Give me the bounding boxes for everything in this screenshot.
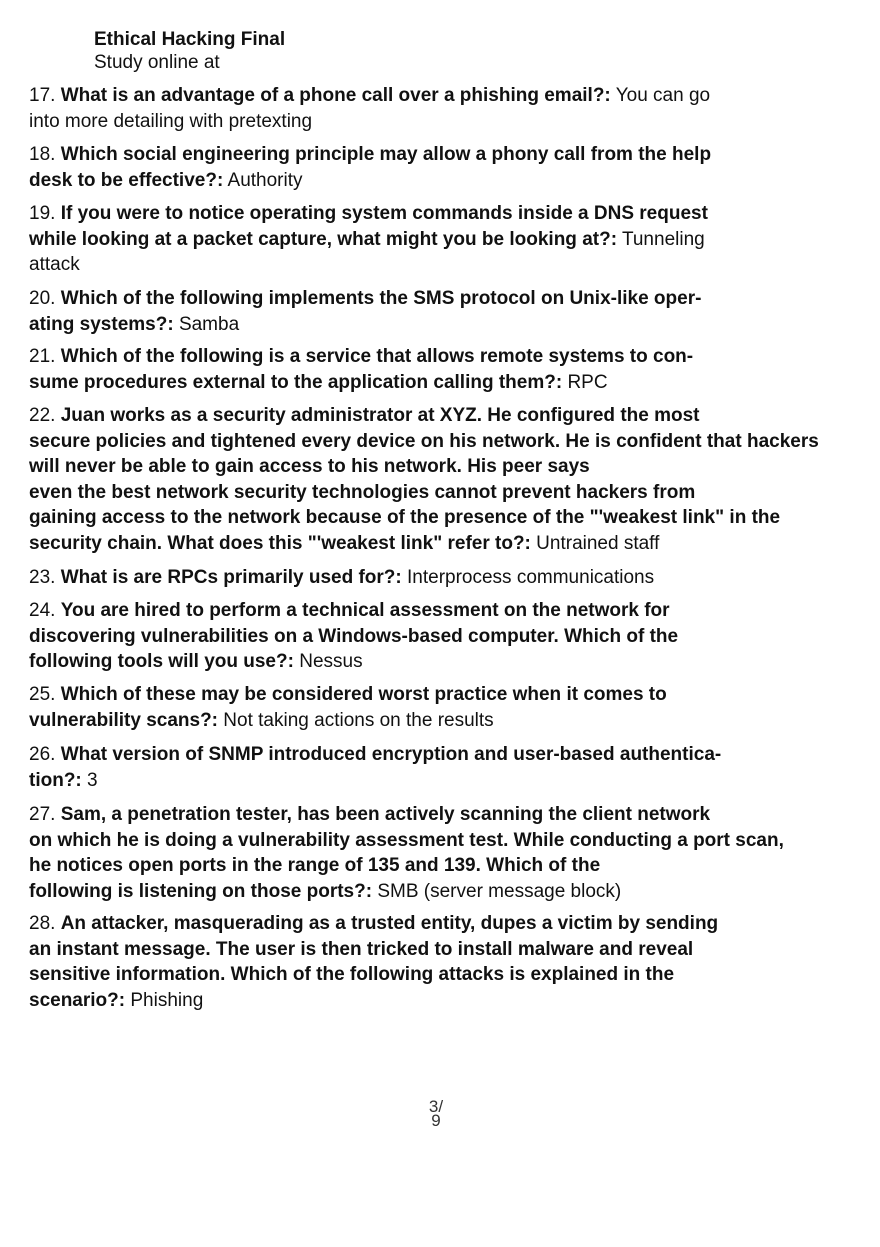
page-number-total: 9 — [431, 1111, 441, 1130]
question-line — [29, 403, 819, 429]
document-title: Ethical Hacking Final — [94, 29, 286, 50]
question-text: he notices open ports in the range of 135 and 139. Which of the — [29, 855, 601, 876]
question-number: 24. — [29, 600, 56, 621]
question-text: If you were to notice operating system commands inside a DNS request — [60, 203, 708, 224]
question-22 — [29, 403, 819, 556]
question-text: following tools will you use?: — [29, 651, 294, 672]
question-text: desk to be effective?: — [29, 169, 224, 191]
question-line — [29, 988, 718, 1014]
question-text: What is an advantage of a phone call over a phishing email?: — [60, 85, 611, 106]
answer-text: Phishing — [130, 989, 204, 1011]
answer-text: Authority — [227, 169, 303, 191]
question-text: Sam, a penetration tester, has been actively scanning the client network — [60, 804, 711, 825]
question-number: 25. — [29, 684, 56, 705]
question-line — [29, 344, 693, 370]
question-23 — [29, 565, 654, 591]
question-line — [29, 682, 667, 708]
question-line — [29, 109, 710, 135]
question-line — [29, 624, 678, 650]
question-text: following is listening on those ports?: — [29, 880, 373, 902]
question-26 — [29, 742, 721, 793]
question-19 — [29, 201, 708, 278]
question-line — [29, 201, 708, 227]
question-20 — [29, 286, 701, 337]
question-text: vulnerability scans?: — [29, 709, 219, 731]
question-line — [29, 565, 654, 591]
answer-text: Tunneling — [621, 228, 705, 250]
question-number: 20. — [29, 288, 56, 309]
question-line — [29, 828, 784, 854]
question-text: scenario?: — [29, 989, 126, 1011]
answer-text: into more detailing with pretexting — [29, 110, 313, 132]
question-21 — [29, 344, 693, 395]
question-line — [29, 531, 819, 557]
question-line — [29, 598, 678, 624]
question-line — [29, 879, 784, 905]
question-text: Which of these may be considered worst practice when it comes to — [60, 684, 667, 705]
question-text: while looking at a packet capture, what might you be looking at?: — [29, 228, 618, 250]
question-number: 19. — [29, 203, 56, 224]
question-line — [29, 83, 710, 109]
question-text: secure policies and tightened every device on his network. He is confident that hackers — [29, 430, 819, 452]
question-text: sume procedures external to the application calling them?: — [29, 371, 563, 393]
question-line — [29, 312, 701, 338]
question-25 — [29, 682, 667, 733]
question-line — [29, 937, 718, 963]
question-text: discovering vulnerabilities on a Windows-based computer. Which of the — [29, 625, 679, 647]
question-line — [29, 649, 678, 675]
question-line — [29, 227, 708, 253]
question-text: Which of the following implements the SMS protocol on Unix-like oper- — [60, 288, 702, 309]
question-24 — [29, 598, 678, 675]
answer-text: SMB (server message block) — [377, 880, 622, 902]
question-line — [29, 768, 721, 794]
question-text: Which social engineering principle may allow a phony call from the help — [60, 144, 712, 165]
answer-text: You can go — [615, 85, 711, 106]
question-number: 26. — [29, 744, 56, 765]
answer-text: RPC — [567, 371, 608, 393]
question-17 — [29, 83, 710, 134]
question-line — [29, 142, 711, 168]
question-text: an instant message. The user is then tricked to install malware and reveal — [29, 938, 694, 960]
question-line — [29, 802, 784, 828]
page-number-current: 3/ — [428, 1097, 444, 1116]
question-text: sensitive information. Which of the following attacks is explained in the — [29, 964, 675, 985]
question-line — [29, 505, 819, 531]
question-number: 23. — [29, 567, 56, 588]
question-18 — [29, 142, 711, 193]
question-line — [29, 911, 718, 937]
document-header — [94, 28, 285, 74]
question-text: tion?: — [29, 769, 82, 791]
question-line — [29, 429, 819, 455]
question-text: An attacker, masquerading as a trusted entity, dupes a victim by sending — [60, 913, 719, 934]
question-line — [29, 286, 701, 312]
question-text: Which of the following is a service that allows remote systems to con- — [60, 346, 694, 367]
question-text: gaining access to the network because of the presence of the "'weakest link" in the — [29, 507, 781, 528]
question-text: Juan works as a security administrator at XYZ. He configured the most — [60, 405, 700, 426]
question-number: 27. — [29, 804, 56, 825]
question-number: 21. — [29, 346, 56, 367]
answer-text: 3 — [87, 769, 98, 791]
question-text: will never be able to gain access to his network. His peer says — [29, 456, 590, 477]
question-line — [29, 742, 721, 768]
document-subtitle: Study online at — [94, 52, 220, 73]
answer-text: Samba — [178, 313, 240, 335]
question-text: security chain. What does this "'weakest link" refer to?: — [29, 532, 531, 554]
question-text: even the best network security technologies cannot prevent hackers from — [29, 481, 696, 503]
question-line — [29, 252, 708, 278]
question-number: 17. — [29, 85, 56, 106]
question-line — [29, 168, 711, 194]
question-number: 22. — [29, 405, 56, 426]
question-line — [29, 708, 667, 734]
question-number: 18. — [29, 144, 56, 165]
question-28 — [29, 911, 718, 1013]
question-text: ating systems?: — [29, 313, 174, 335]
question-text: What is are RPCs primarily used for?: — [60, 567, 402, 588]
question-number: 28. — [29, 913, 56, 934]
answer-text: Nessus — [299, 651, 363, 672]
question-line — [29, 480, 819, 506]
answer-text: attack — [29, 254, 80, 275]
question-text: You are hired to perform a technical assessment on the network for — [60, 600, 670, 621]
question-line — [29, 853, 784, 879]
question-line — [29, 454, 819, 480]
question-line — [29, 370, 693, 396]
answer-text: Interprocess communications — [407, 567, 655, 588]
page-number — [426, 1097, 446, 1130]
question-text: on which he is doing a vulnerability assessment test. While conducting a port scan, — [29, 829, 784, 851]
question-27 — [29, 802, 784, 904]
question-text: What version of SNMP introduced encryption and user-based authentica- — [60, 744, 722, 765]
answer-text: Not taking actions on the results — [223, 709, 494, 731]
question-line — [29, 962, 718, 988]
answer-text: Untrained staff — [536, 532, 660, 554]
